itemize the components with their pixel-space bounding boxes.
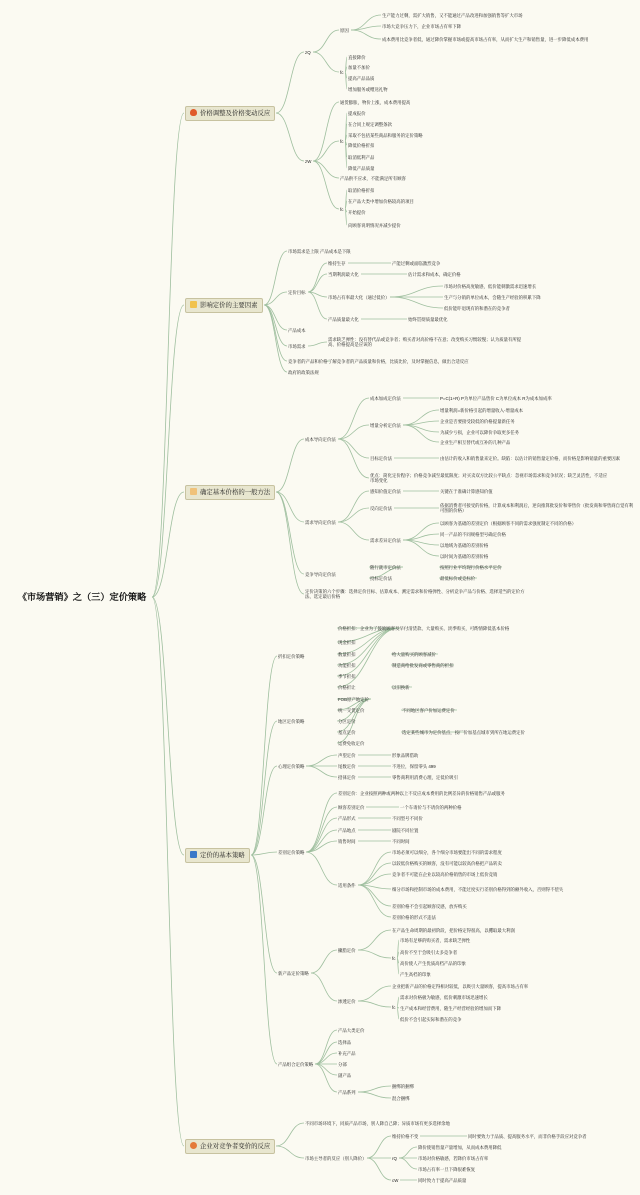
connector [313,102,339,161]
connector [313,161,339,209]
topic-node[interactable]: 不进位，保留零头 499 [392,763,436,769]
connector [397,997,399,1007]
topic-node[interactable]: fc [340,138,344,144]
topic-node[interactable]: 产品系列 [338,1089,356,1095]
section-3[interactable] [185,485,275,500]
topic-node[interactable]: 取消价格折扣 [348,187,375,193]
topic-node[interactable]: 需求差异定价法 [370,537,401,543]
topic-node[interactable]: 降低价格折扣 [348,142,375,148]
topic-node[interactable]: 销售时间 [338,838,356,844]
topic-node[interactable]: zQ [305,49,311,55]
topic-node[interactable]: 高价使人产生优质高档产品的印象 [400,960,466,966]
topic-node[interactable]: 以地域为基础的差别价格 [440,542,489,548]
topic-node[interactable]: 由估计的收入和销售量来定价。缺陷：以估计的销售量定价格，而价格是影响销量的重要因素 [440,455,621,461]
topic-node[interactable]: 企业把新产品的价格定得相对较低，以吸引大量顾客，提高市场占有率 [392,983,529,989]
connector [306,755,337,766]
topic-node[interactable]: 感知价值定价法 [370,488,401,494]
topic-node[interactable]: 产品地点 [338,827,356,833]
topic-node[interactable]: 市场必须可以细分，各个细分市场要能出不同的需求程度 [392,849,502,855]
topic-node[interactable]: 维持生存 [328,260,346,266]
topic-node[interactable]: 开始提价 [348,209,366,215]
topic-node[interactable]: 为减少亏损，企业可以降价争取更多任务 [440,429,520,435]
topic-node[interactable]: 市场有足够的购买者，需求缺乏弹性 [400,937,471,943]
topic-node[interactable]: 成本导向定价法 [305,436,336,442]
connector [358,1092,391,1098]
topic-node[interactable]: 始终贯彻质量最优化 [408,316,448,322]
topic-node[interactable]: 市场占有率最大化（通过低价） [328,294,390,300]
topic-node[interactable]: 同一产品的不同规格型号确定价格 [440,531,506,537]
topic-node[interactable]: 在合同上规定调整条款 [348,121,392,127]
topic-node[interactable]: 反向定价法 [370,505,392,511]
topic-node[interactable]: 价格折扣：企业为了鼓励顾客及早付清货款、大量购买、淡季购买，可酌情降低基本价格 [338,625,510,631]
topic-node[interactable]: 需求缺乏弹性：没有替代品或竞争者；购买者对高价格不在意；改变购买习惯较慢；认为质量有所提高、价格提高是应该的 [328,336,522,347]
connector [397,1007,399,1019]
topic-node[interactable]: 同时致力于提高产品质量 [418,1177,467,1183]
topic-node[interactable]: 生产与分销的单位成本，会随生产经验的积累下降 [444,294,541,300]
topic-node[interactable]: FOB原产地定价 [338,696,369,702]
topic-node[interactable]: 在产品大类中增加价格较高的项目 [348,198,414,204]
topic-node[interactable]: 市场对价格高度敏感，低价能刺激需求迅速增长 [444,283,537,289]
fire-icon [190,109,197,116]
section-label: 定价的基本策略 [200,852,245,859]
topic-node[interactable]: 随行就市定价法 [370,564,401,570]
topic-node[interactable]: 细分市场和控制市场的成本费用，不能过度实行差别价格得到的额外收入，否则得不偿失 [392,886,564,892]
topic-node[interactable]: 依据消费者可接受的价格，计算成本和利润后，逆向推算批发价和零售价（批发商和零售商自觉有利可图的价格） [440,502,634,513]
topic-node[interactable]: 心理定价策略 [278,763,305,769]
connector [358,863,391,885]
bar-chart-icon [190,851,197,858]
root-topic[interactable]: 《市场营销》之（三）定价策略 [17,592,147,602]
topic-node[interactable]: 产品质量最大化 [328,316,359,322]
connector [152,597,184,1146]
topic-node[interactable]: 以顾客为基础的差别定价（根据顾客不同的需求强度制定不同的价格） [440,520,577,526]
topic-node[interactable]: 低价能吓退现有的和潜在的竞争者 [444,305,510,311]
topic-node[interactable]: 渗透定价 [338,998,356,1004]
connector [399,1158,417,1169]
connector [264,251,287,305]
topic-node[interactable]: P=C(1+R) P为单位产品售价 C为单位成本 R为成本加成率 [440,395,552,401]
topic-node[interactable]: 以时间为基础的差别价格 [440,553,489,559]
connector [358,874,391,885]
connector [315,1064,337,1092]
topic-node[interactable]: 政府的政策法规 [288,369,319,375]
topic-node[interactable]: 加量不加价 [348,64,370,70]
topic-node[interactable]: 通货膨胀，物价上涨，成本费用提高 [340,99,411,105]
topic-node[interactable]: 市场主导者的反应（别人降价） [305,1155,367,1161]
connector [390,297,443,308]
topic-node[interactable]: 产品大类定价 [338,1027,365,1033]
connector [264,305,287,361]
topic-node[interactable]: 关键在于准确计算感知价值 [440,488,493,494]
connector [152,597,184,855]
topic-node[interactable]: 降价使销售量产量增加，从而成本费用降低 [418,1144,502,1150]
connector [251,766,277,855]
topic-node[interactable]: 竞争者不可能在企业以较高价格销售的市场上低价竞销 [392,871,498,877]
topic-node[interactable]: 产品供不应求，不能满足所有顾客 [340,175,406,181]
section-5[interactable] [185,1139,275,1154]
topic-node[interactable]: 成本加成定价法 [370,395,401,401]
topic-node[interactable]: 竞争者的产品和价格 [288,358,328,364]
connector [251,855,277,1064]
topic-node[interactable]: 选择品 [338,1039,352,1045]
topic-node[interactable]: 一个车请价与不请价的两种价格 [400,804,462,810]
topic-node[interactable]: 目标定价法 [370,455,392,461]
connector [313,30,339,52]
connector [276,1146,304,1158]
connector [315,1042,337,1064]
topic-node[interactable]: 以旧换新 [392,684,410,690]
topic-node[interactable]: 现金折扣 [338,639,356,645]
connector [358,1001,391,1007]
topic-node[interactable]: 不同地区客户价加运费定价 [402,707,455,713]
connector [358,885,391,906]
topic-node[interactable]: 产品成本 [288,327,306,333]
topic-node[interactable]: 折扣定价策略 [278,653,305,659]
topic-node[interactable]: 形象品牌借助 [392,752,419,758]
pin-icon [190,1142,197,1149]
connector [251,656,277,855]
topic-node[interactable]: 增加服务或赠送礼物 [348,86,388,92]
connector [358,885,391,917]
connector [276,1123,304,1146]
topic-node[interactable]: 定价决策的六个步骤：选择定价目标、估算成本、测定需求和价格弹性、分析竞争产品与价格、选择适当的定价方法、选定最后价格 [305,588,525,599]
topic-node[interactable]: 按照行业平均现行价格水平定价 [440,564,502,570]
topic-node[interactable]: 声望定价 [338,752,356,758]
topic-node[interactable]: 捆绑的捆绑 [392,1083,414,1089]
connector [276,439,304,492]
topic-node[interactable]: 差别定价策略 [278,849,305,855]
topic-node[interactable]: 统一交货定价 [338,707,365,713]
topic-node[interactable]: 优点：简化定价程序；价格竞争减至最低限度；对买卖双方比较公平缺点：忽视市场需求和竞争状况；缺乏灵活性，不适应市场变化 [370,472,608,483]
topic-node[interactable]: 基点定价 [338,729,356,735]
section-label: 价格调整及价格变动反应 [200,110,271,117]
topic-node[interactable]: 混合捆绑 [392,1095,410,1101]
topic-node[interactable]: 竞争导向定价法 [305,571,336,577]
section-label: 影响定价的主要因素 [200,302,258,309]
topic-node[interactable]: fc [392,955,396,961]
topic-node[interactable]: 不同市场环境下，同质产品市场，别人降自己降；异质市场有更多选择余地 [305,1120,450,1126]
topic-node[interactable]: 需求对价格极为敏感，低价刺激市场迅速增长 [400,994,488,1000]
topic-node[interactable]: 降低产品质量 [348,165,375,171]
connector [306,793,337,852]
topic-node[interactable]: 补充产品 [338,1050,356,1056]
topic-node[interactable]: fc [392,1004,396,1010]
topic-node[interactable]: 功能折扣 [338,662,356,668]
connector [308,342,327,346]
topic-node[interactable]: 成本费用比竞争者低，通过降价掌握市场或提高市场占有率，从而扩大生产和销售量，进一步降低成本费用 [382,36,589,42]
connector [403,523,439,540]
topic-node[interactable]: 差别价格的形式不违法 [392,914,436,920]
topic-node[interactable]: 在产品生命周期的最初阶段，把价格定得很高，以攫取最大利润 [392,927,515,933]
topic-node[interactable]: 顾客差别定价 [338,804,365,810]
connector [276,492,304,574]
topic-node[interactable]: 生产成本和经营费用，随生产经营经验的增加而下降 [400,1005,501,1011]
connector [338,491,369,522]
connector [251,721,277,855]
topic-node[interactable]: 产品组合定价策略 [278,1061,314,1067]
topic-node[interactable]: fc [340,69,344,75]
connector [367,1136,391,1158]
connector [313,141,339,161]
connector [338,522,369,540]
connector [390,286,443,297]
topic-node[interactable]: 制造商给批发商或零售商的折扣 [392,662,454,668]
topic-node[interactable]: 原因 [340,27,349,33]
topic-node[interactable]: cW [392,1177,399,1183]
connector [358,1086,391,1092]
topic-node[interactable]: 不同时间 [392,838,410,844]
topic-node[interactable]: 差别定价：企业按照两种或两种以上不反应成本费用的比例差异的价格销售产品或服务 [338,790,505,796]
section-label: 企业对竞争者变价的反应 [200,1143,271,1150]
topic-node[interactable]: 产生高档的印象 [400,971,431,977]
topic-node[interactable]: 价格折让 [338,684,356,690]
topic-node[interactable]: 需求导向定价法 [305,519,336,525]
connector [313,161,339,178]
topic-node[interactable]: 季节折扣 [338,673,356,679]
connector [399,1147,417,1158]
section-1[interactable] [185,106,275,121]
topic-node[interactable]: 市场对价格敏感，若降价市场占有率 [418,1155,489,1161]
topic-node[interactable]: rQ [392,1155,397,1161]
connector [276,113,304,161]
topic-node[interactable]: 市场需求是上限 产品成本是下限 [288,248,351,254]
connector [403,425,439,432]
connector [276,492,304,522]
connector [358,852,391,885]
connector [351,30,381,39]
section-4[interactable] [185,848,250,863]
topic-node[interactable]: 零售商利用消费心理，定低价吸引 [392,774,458,780]
connector [308,263,327,292]
section-2[interactable] [185,298,263,313]
topic-node[interactable]: 产品形式 [338,815,356,821]
topic-node[interactable]: 数量折扣 [338,651,356,657]
connector [338,398,369,439]
connector [403,425,439,442]
connector [311,973,337,1001]
topic-node[interactable]: 同时要致力于品质、提高服务水平，而非价格手段应对竞争者 [468,1133,587,1139]
connector [315,1064,337,1075]
topic-node[interactable]: 维持价格不变 [392,1133,419,1139]
connector [276,52,304,113]
connector [306,807,337,852]
topic-node[interactable]: 市场占有率一旦下降很难恢复 [418,1166,476,1172]
connector [306,766,337,777]
topic-node[interactable]: 分区定价 [338,718,356,724]
topic-node[interactable]: 不同型号不同价 [392,815,423,821]
topic-node[interactable]: 取消低利产品 [348,154,375,160]
topic-node[interactable]: 提高产品品质 [348,75,375,81]
topic-node[interactable]: 企业是否要接受较低的价格提量新任务 [440,418,515,424]
connector [338,439,369,458]
connector [264,305,287,372]
topic-node[interactable]: fc [340,206,344,212]
connector [358,986,391,1001]
topic-node[interactable]: 运费免收定价 [338,740,365,746]
topic-node[interactable]: 定价目标 [288,289,306,295]
connector [306,852,337,885]
topic-node[interactable]: 新产品定价策略 [278,970,309,976]
note-icon [190,301,197,308]
connector [338,425,369,439]
topic-node[interactable]: 差别价格不会引起顾客反感，放弃购买 [392,903,467,909]
topic-node[interactable]: 招徕定价 [338,774,356,780]
connector [367,1158,391,1180]
topic-node[interactable]: 适用条件 [338,882,356,888]
connector [306,830,337,852]
topic-node[interactable]: 生产能力过剩，需扩大销售，又不能通过产品改进和加强销售等扩大市场 [382,12,523,18]
topic-node[interactable]: 最低标价或竞标价 [440,575,476,581]
topic-node[interactable]: 剧院不同位置 [392,827,419,833]
connector [358,930,391,950]
connector [337,628,400,665]
topic-node[interactable]: 企业生产相互替代或互补的几种产品 [440,439,511,445]
connector [308,292,327,319]
topic-node[interactable]: 市场大竞争压力下，企业市场占有率下降 [382,23,462,29]
topic-node[interactable]: 撇脂定价 [338,947,356,953]
topic-node[interactable]: 当期利润最大化 [328,271,359,277]
topic-node[interactable]: 分部 [338,1061,347,1067]
topic-node[interactable]: 采取不包括某些商品和服务的定价策略 [348,132,423,138]
topic-node[interactable]: 投标定价法 [370,575,392,581]
connector [311,950,337,973]
handshake-icon [190,488,197,495]
topic-node[interactable]: 市场需求 [288,343,306,349]
topic-node[interactable]: 提成报价 [348,110,366,116]
connector [338,508,369,522]
topic-node[interactable]: 地区定价策略 [278,718,305,724]
connector [337,696,371,732]
topic-node[interactable]: 高价不至于会吸引太多竞争者 [400,949,458,955]
topic-node[interactable]: 副产品 [338,1072,352,1078]
topic-node[interactable]: 产能过剩或面临激烈竞争 [392,260,441,266]
topic-node[interactable]: zW [305,158,312,164]
connector [313,52,339,72]
connector [338,439,369,478]
topic-node[interactable]: 了解竞争者的产品质量和价格，比质比价，及时掌握信息，做出合适反应 [328,358,469,364]
topic-node[interactable]: 向顾客说明情况并减少提价 [348,222,401,228]
topic-node[interactable]: 选定某些城市为定价基点，按厂价加基点城市到所在地运费定价 [402,729,525,735]
topic-node[interactable]: 增量利润=新价格引起的增量收入-增量成本 [440,407,524,413]
topic-node[interactable]: 直接降价 [348,54,366,60]
topic-node[interactable]: 估计需求和成本，确定价格 [408,271,461,277]
topic-node[interactable]: 以较低价格购买的顾客，没有可能以较高价格把产品转卖 [392,860,502,866]
connector [358,950,391,958]
topic-node[interactable]: 尾数定价 [338,763,356,769]
connector [152,113,184,597]
topic-node[interactable]: 给大量购买的顾客减价 [392,651,436,657]
topic-node[interactable]: 低价不会引起实际和潜在的竞争 [400,1016,462,1022]
section-label: 确定基本价格的一般方法 [200,489,271,496]
topic-node[interactable]: 增量分析定价法 [370,422,401,428]
